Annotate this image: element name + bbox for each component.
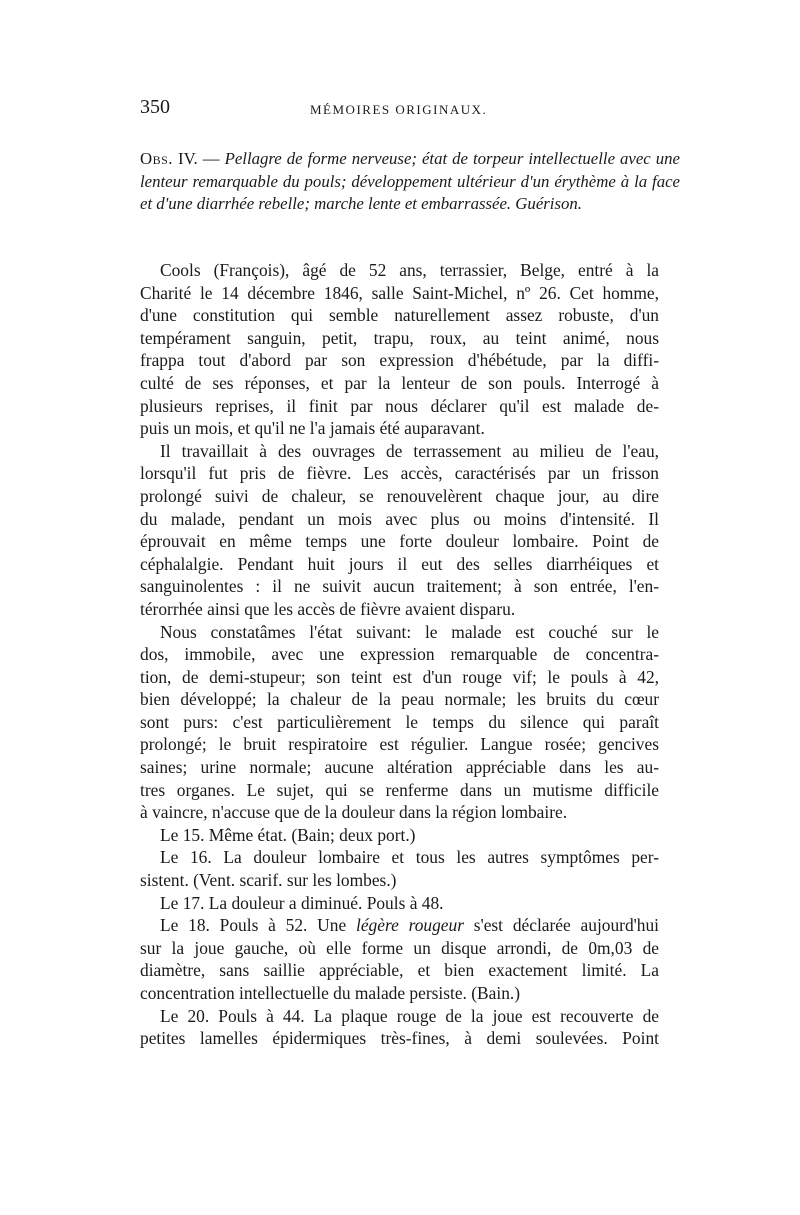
text-line: Cools (François), âgé de 52 ans, terrassier, Belge, entré à la: [160, 260, 659, 280]
page-number: 350: [140, 96, 170, 118]
paragraph-day-20: [140, 1005, 659, 1050]
text-line: concentration intellectuelle du malade persiste. (Bain.): [140, 983, 521, 1003]
text-line: sur la joue gauche, où elle forme un disque arrondi, de 0m,03 de: [140, 937, 659, 958]
observation-dash: —: [202, 149, 220, 168]
text-line: d'une constitution qui semble naturellement assez robuste, d'un: [140, 305, 659, 326]
text-line: plusieurs reprises, il finit par nous déclarer qu'il est malade de-: [140, 395, 659, 416]
text-line: Le 20. Pouls à 44. La plaque rouge de la joue est recouverte de: [160, 1005, 659, 1026]
text-line: sont purs: c'est particulièrement le temps du silence qui paraît: [140, 711, 659, 732]
text-line: Il travaillait à des ouvrages de terrassement au milieu de l'eau,: [160, 440, 659, 461]
text-line: dos, immobile, avec une expression remarquable de concentra-: [140, 644, 659, 665]
observation-number: IV.: [178, 149, 198, 168]
text-line: prolongé; le bruit respiratoire est régulier. Langue rosée; gencives: [140, 734, 659, 755]
text-line: tion, de demi-stupeur; son teint est d'un rouge vif; le pouls à 42,: [140, 666, 659, 687]
text-line: diamètre, sans saillie appréciable, et bien exactement limité. La: [140, 960, 659, 981]
observation-label: Obs.: [140, 149, 173, 168]
text-line: lorsqu'il fut pris de fièvre. Les accès, caractérisés par un frisson: [140, 463, 659, 484]
text-line: Le 15. Même état. (Bain; deux port.): [160, 824, 416, 845]
text-line: Le 17. La douleur a diminué. Pouls à 48.: [160, 892, 444, 913]
text-line: frappa tout d'abord par son expression d'hébétude, par la diffi-: [140, 350, 659, 371]
text-line: sanguinolentes : il ne suivit aucun traitement; à son entrée, l'en-: [140, 576, 659, 597]
italic-term: légère rougeur: [355, 915, 464, 936]
text-line: éprouvait en même temps une forte douleur lombaire. Point de: [140, 531, 659, 552]
text-line: petites lamelles épidermiques très-fines, à demi soulevées. Point: [140, 1028, 659, 1049]
paragraph-day-16: [140, 846, 659, 891]
text-line: saines; urine normale; aucune altération appréciable dans les au-: [140, 757, 659, 778]
running-head: MÉMOIRES ORIGINAUX.: [310, 102, 488, 117]
paragraph-day-18: [140, 914, 659, 1004]
body-text: [140, 259, 659, 1050]
text-line: sistent. (Vent. scarif. sur les lombes.): [140, 870, 397, 891]
paragraph-3: [140, 621, 659, 824]
text-line: Nous constatâmes l'état suivant: le malade est couché sur le: [160, 621, 659, 642]
text-line: culté de ses réponses, et par la lenteur de son pouls. Interrogé à: [140, 372, 659, 393]
text-line: puis un mois, et qu'il ne l'a jamais été auparavant.: [140, 418, 485, 439]
text-line-mixed: [140, 914, 659, 937]
observation-title: Pellagre de forme nerveuse; état de torpeur intellectuelle avec une lenteur remarquable du pouls; développement ultérieur d'un érythème à la face et d'une diarrhée rebelle; marche lente et embarrassée. Guérison.: [140, 149, 680, 213]
paragraph-day-17: [140, 892, 659, 915]
text-line: tres organes. Le sujet, qui se renferme dans un mutisme difficile: [140, 779, 659, 800]
page-header: [140, 96, 680, 126]
paragraph-1: [140, 259, 659, 440]
paragraph-day-15: [140, 824, 659, 847]
text-line: térorrhée ainsi que les accès de fièvre avaient disparu.: [140, 598, 516, 619]
text-line: céphalalgie. Pendant huit jours il eut des selles diarrhéiques et: [140, 553, 659, 574]
text-line: Charité le 14 décembre 1846, salle Saint-Michel, nº 26. Cet homme,: [140, 282, 659, 303]
text-line: Le 16. La douleur lombaire et tous les autres symptômes per-: [160, 847, 659, 868]
text-line: du malade, pendant un mois avec plus ou moins d'intensité. Il: [140, 508, 659, 529]
text-line: tempérament sanguin, petit, trapu, roux, au teint animé, nous: [140, 327, 659, 348]
text-line: à vaincre, n'accuse que de la douleur dans la région lombaire.: [140, 802, 568, 823]
text-line: bien développé; la chaleur de la peau normale; les bruits du cœur: [140, 689, 659, 710]
paragraph-2: [140, 440, 659, 621]
observation-heading: [140, 148, 680, 216]
text-fragment: s'est déclarée aujourd'hui: [473, 915, 660, 936]
text-line: prolongé suivi de chaleur, se renouvelèrent chaque jour, au dire: [140, 485, 659, 506]
text-fragment: Le 18. Pouls à 52. Une: [160, 915, 347, 936]
